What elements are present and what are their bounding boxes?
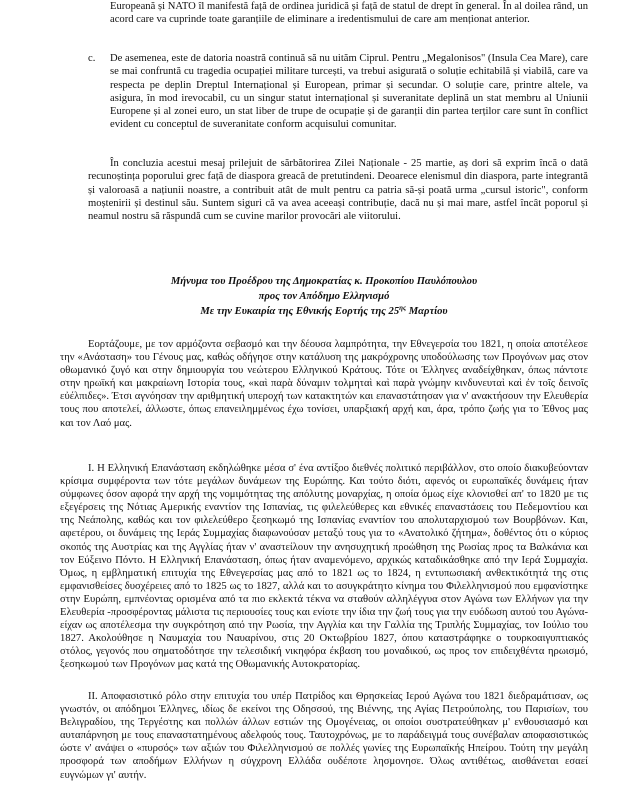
title-line-3-suffix: Μαρτίου [406, 306, 448, 317]
romanian-continuation-paragraph [110, 0, 588, 27]
title-line-2: προς τον Απόδημο Ελληνισμό [258, 291, 390, 302]
list-item-text: De asemenea, este de datoria noastră continuă să nu uităm Ciprul. Pentru „Megalonisos" (Insula Cea Mare), care se mai confruntă cu tragedia ocupației militare turcești, va trebui asigurată o soluție echitabilă și viabilă, care va respecta pe deplin Dreptul Internațional și European, primar și secundar. O soluție care, printre altele, va asigura, în mod irevocabil, cu un singur statut internațional și suveranitate deplină un stat membru al Uniunii Europene și al zonei euro, un stat liber de trupe de ocupație și de garanții din partea terților care sunt în conflict evident cu conceptul de suveranitate conform acquisului comunitar. [110, 53, 588, 131]
greek-paragraph-intro: Εορτάζουμε, με τον αρμόζοντα σεβασμό και την δέουσα λαμπρότητα, την Εθνεγερσία του 1821, η οποία αποτέλεσε την «Ανάσταση» του Γένους μας, καθώς οδήγησε στην κατάλυση της μακρόχρονης υποδούλωσης των Προγόνων μας στον οθωμανικό ζυγό και στην δημιουργία του νεώτερου Ελληνικού Κράτους. Τότε οι Έλληνες αναδείχθηκαν, όπως πάντοτε στην ηρωϊκή και μακραίωνη Ιστορία τους, «καὶ παρὰ δύναμιν τολμηταὶ καὶ παρὰ γνώμην κινδυνευταὶ καὶ ἐν τοῖς δεινοῖς εὐέλπιδες». Έτσι αγνόησαν την αριθμητική υπεροχή των κατακτητών και επαναστάτησαν για ν' ανακτήσουν την Ελευθερία τους που αποτελεί, άλλωστε, όπως επανειλημμένως έχω τονίσει, υπαρξιακή αρχή και, άρα, τρόπο ζωής για το Έθνος μας και τον Λαό μας. [60, 339, 588, 429]
greek-paragraph-section-2: ΙΙ. Αποφασιστικό ρόλο στην επιτυχία του υπέρ Πατρίδος και Θρησκείας Ιερού Αγώνα του 1821 διεδραμάτισαν, ως γνωστόν, οι απόδημοι Έλληνες, ιδίως δε εκείνοι της Οδησσού, της Βιέννης, της Αγίας Πετρούπολης, του Παρισίων, του Βελιγραδίου, της Τεργέστης και πολλών άλλων εστιών της Ομογένειας, οι οποίοι συστρατεύθηκαν μ' ενθουσιασμό και αυταπάρνηση με τους επαναστατημένους αδελφούς τους. Ταυτοχρόνως, με το παράδειγμά τους συνέβαλαν αποφασιστικώς ώστε ν' ανάψει ο «πυρσός» των αξιών του Φιλελληνισμού σε πολλές γωνίες της Ευρωπαϊκής Ηπείρου. Τούτη την μεγάλη προσφορά των αποδήμων Ελλήνων η σύγχρονη Ελλάδα ουδέποτε λησμονησε. Όλως αντιθέτως, αισθάνεται εσαεί ευγνώμων γι' αυτήν. [60, 691, 588, 781]
paragraph-text: Europeană și NATO îl manifestă față de ordinea juridică și față de statul de drept în general. În al doilea rând, un acord care va cuprinde toate garanțiile de eliminare a iredentismului de care am menționat anterior. [110, 1, 588, 26]
greek-message-title [60, 274, 588, 319]
ordinal-superscript: ης [399, 304, 407, 312]
greek-paragraph-section-1: Ι. Η Ελληνική Επανάσταση εκδηλώθηκε μέσα σ' ένα αντίξοο διεθνές πολιτικό περιβάλλον, στο οποίο διακυβεύονταν κρίσιμα συμφέροντα των τότε μεγάλων δυνάμεων της Ευρώπης. Και τούτο διότι, αφενός οι ευρωπαϊκές δυνάμεις ήταν σύμφωνες όσον αφορά την αρχή της νομιμότητας της απόλυτης μοναρχίας, η οποία όμως είχε κλονισθεί απ' το 1820 με τις εξεγέρσεις της Νότιας Αμερικής εναντίον της Ισπανίας, τις φιλελεύθερες και εθνικές επαναστάσεις του Πεδεμοντίου και της Νεάπολης, καθώς και τον φιλελεύθερο ξεσηκωμό της Ισπανίας εναντίον του απολυταρχισμού των Βουρβόνων. Και, αφετέρου, οι δυνάμεις της Ιεράς Συμμαχίας διαφωνούσαν μεταξύ τους για το «Ανατολικό ζήτημα», δοθέντος ότι ο κύριος σκοπός της Αυστρίας και της Αγγλίας ήταν ν' αναστείλουν την ανησυχητική προώθηση της Ρωσίας προς τα Βαλκάνια και τον Εύξεινο Πόντο. Η Ελληνική Επανάσταση, όπως ήταν αναμενόμενο, αρχικώς καταδικάσθηκε από την Ιερά Συμμαχία. Όμως, η εμβληματική επιτυχία της Εθνεγερσίας μας από το 1821 ως το 1824, η εντυπωσιακή ανθεκτικότητά της στις εμφανισθείσες δυσχέρειες από το 1825 ως το 1827, αλλά και το ασυγκράτητο κίνημα του Φιλελληνισμού που εμφανίστηκε στην Ευρώπη, εμπνέοντας ορισμένα από τα πιο εκλεκτά τέκνα να σταθούν αλληλέγγυα στον Αγώνα των Ελλήνων για την Ελευθερία -προσφέροντας μάλιστα τις περιουσίες τους και ενίοτε την ίδια την ζωή τους για την ευόδωση αυτού του Αγώνα- είχαν ως αποτέλεσμα την συγκρότηση από την Ρωσία, την Αγγλία και την Γαλλία της Τριπλής Συμμαχίας, τον Ιούλιο του 1827. Ακολούθησε η Ναυμαχία του Ναυαρίνου, στις 20 Οκτωβρίου 1827, όπου καταστράφηκε ο τουρκοαιγυπτιακός στόλος, γεγονός που σηματοδότησε την τελεσιδική νικηφόρα έκβαση του μοναδικού, ως προς τον επιδειχθέντα ηρωισμό, ξεσηκωμού των Προγόνων μας κατά της Οθωμανικής Αυτοκρατορίας. [60, 463, 588, 671]
title-line-1: Μήνυμα του Προέδρου της Δημοκρατίας κ. Προκοπίου Παυλόπουλου [170, 276, 478, 287]
title-line-3 [60, 304, 588, 319]
romanian-conclusion-paragraph: În concluzia acestui mesaj prilejuit de sărbătorirea Zilei Naționale - 25 martie, aș dori să exprim încă o dată recunoștința poporului grec față de diaspora greacă de pretutindeni. Deoarece elenismul din diaspora, parte integrantă și valoroasă a națiunii noastre, a contribuit atât de mult pentru ca patria să-și poată urma „cursul istoric", conform moștenirii și destinul său. Suntem siguri că va avea aceeași contribuție, dacă nu și mai mare, astfel încât poporul și neamul nostru să răspundă cum se cuvine marilor provocări ale viitorului. [88, 158, 588, 223]
title-line-3-prefix: Με την Ευκαιρία της Εθνικής Εορτής της 25 [200, 306, 400, 317]
list-marker: c. [88, 53, 96, 64]
